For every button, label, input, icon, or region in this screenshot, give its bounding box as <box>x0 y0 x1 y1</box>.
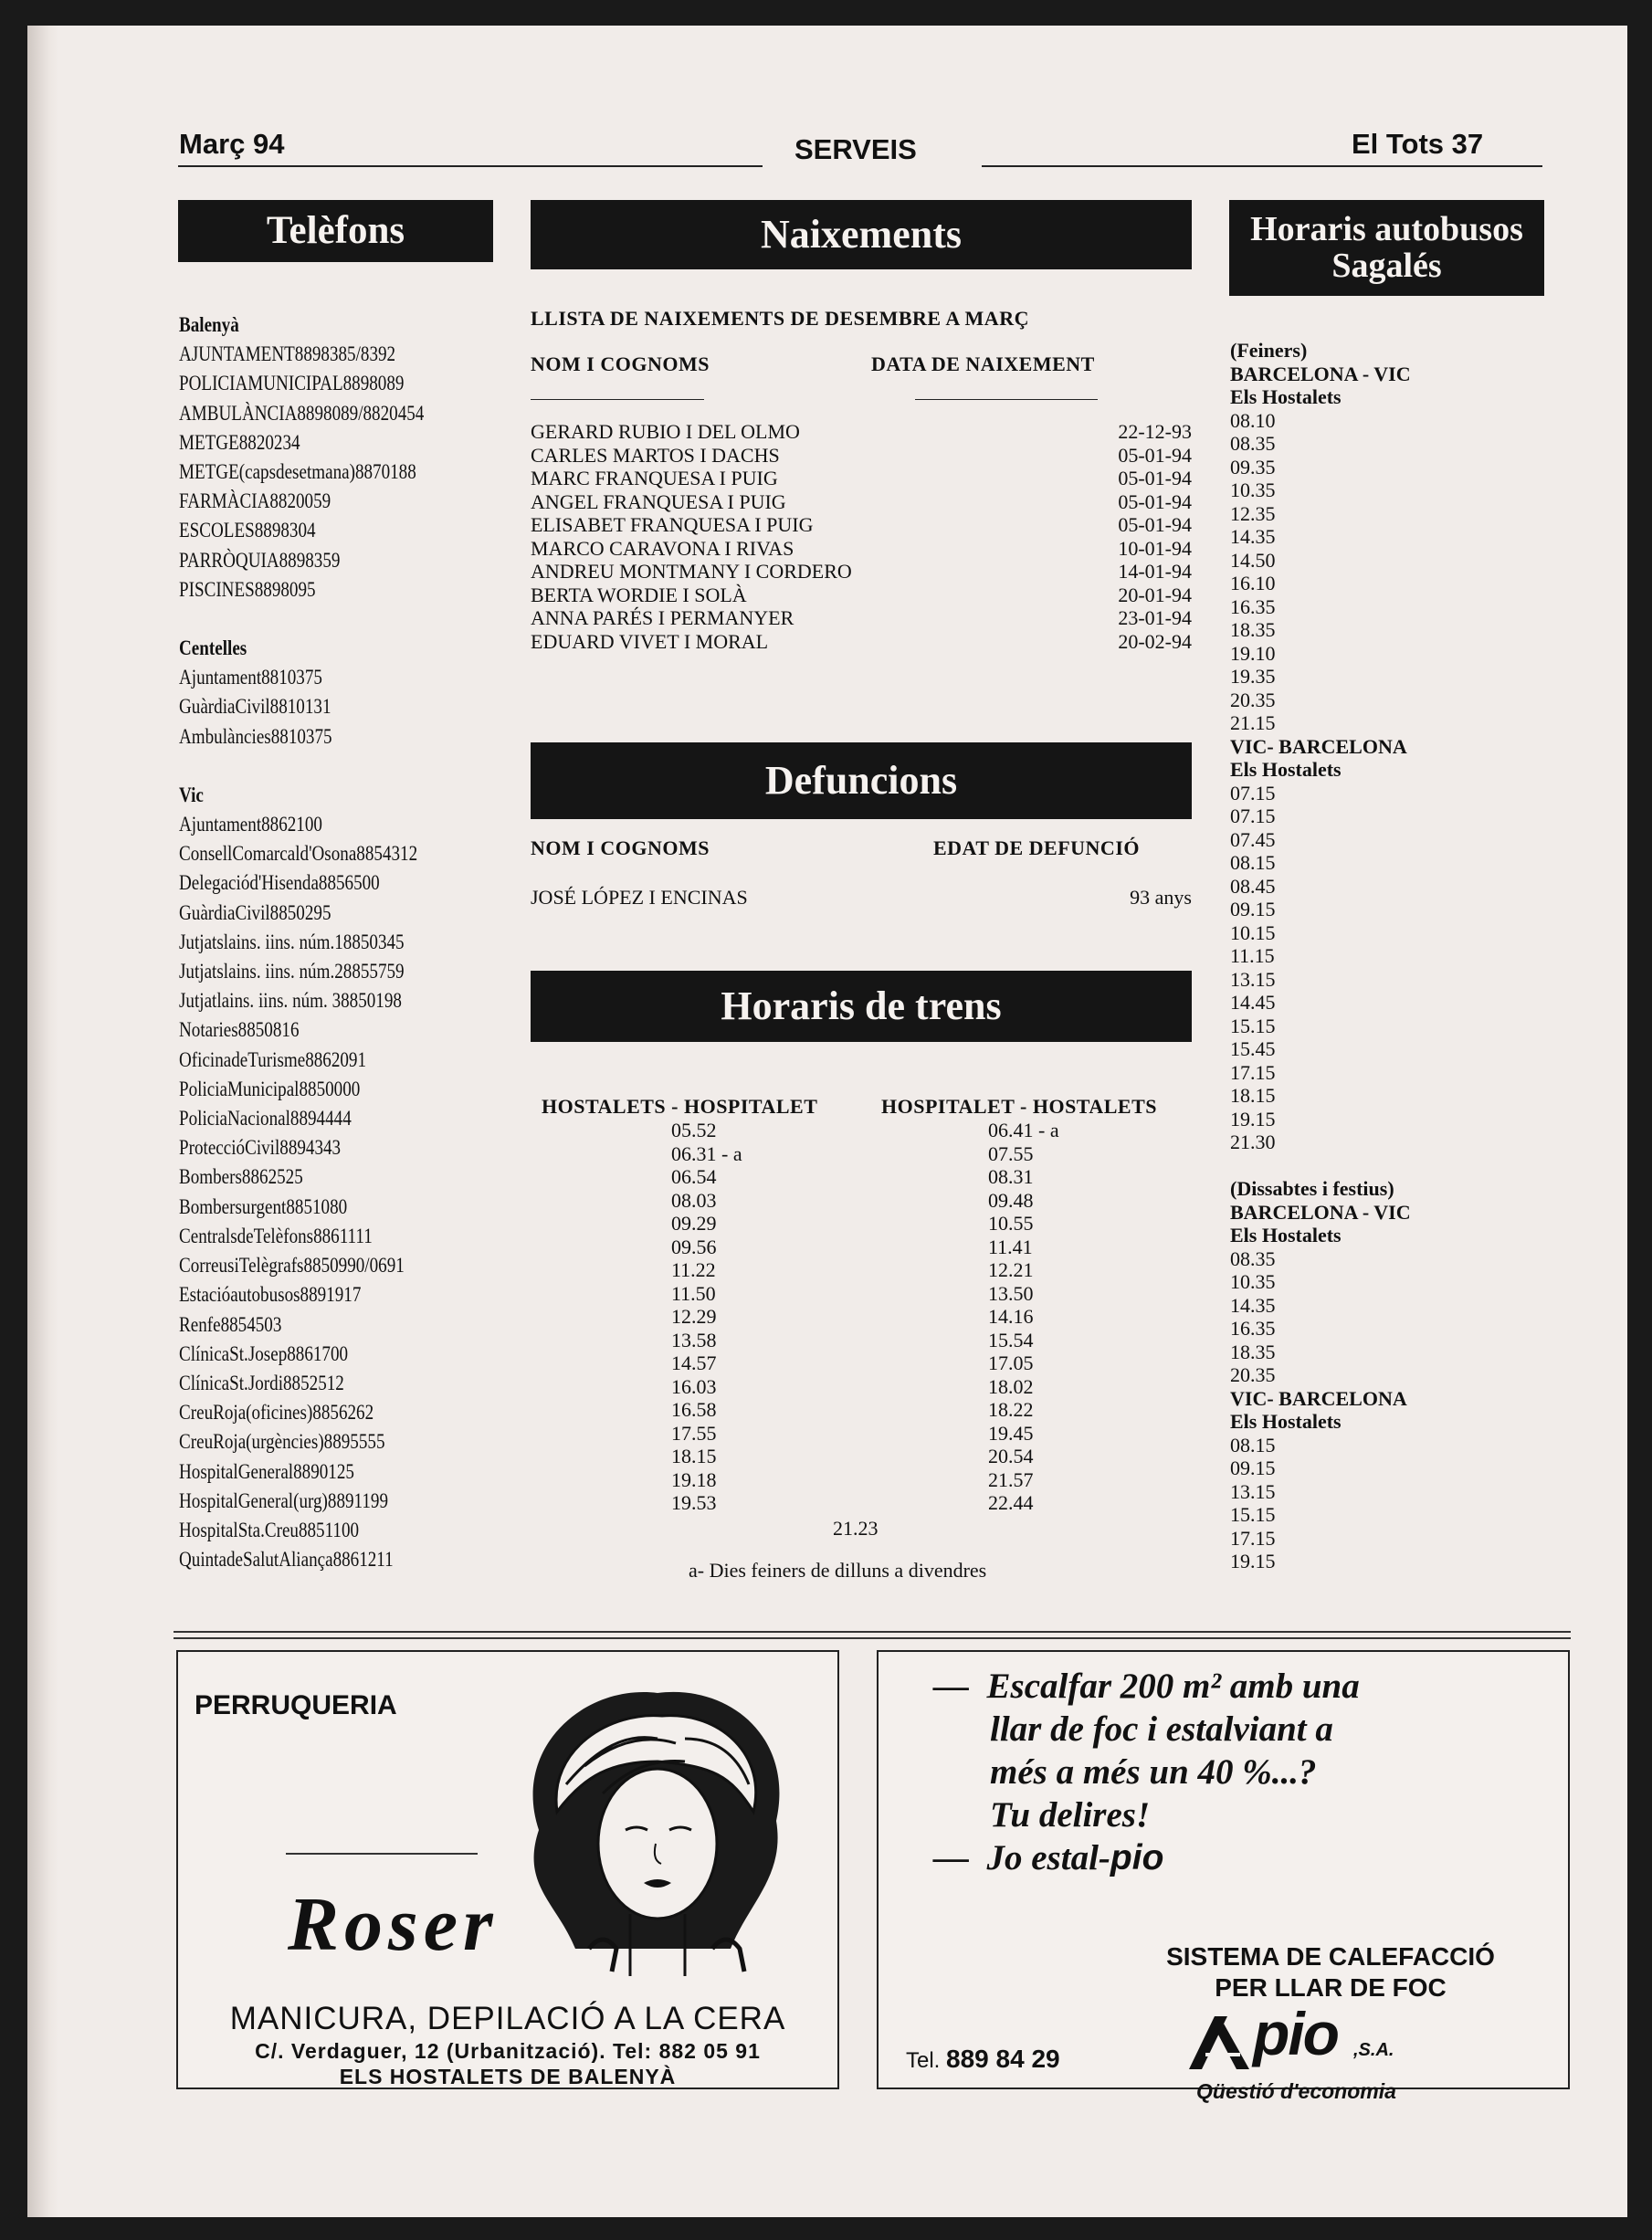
birth-date: 05-01-94 <box>1118 443 1192 467</box>
bus-time: 18.15 <box>1230 1084 1276 1107</box>
train-time: 09.48 <box>988 1188 1034 1212</box>
ad-roser-town: ELS HOSTALETS DE BALENYÀ <box>339 2065 677 2088</box>
bus-time: 17.15 <box>1230 1060 1276 1084</box>
bus-time: 07.45 <box>1230 827 1276 851</box>
naixements-date-underline <box>915 399 1098 400</box>
phone-entry: HospitalGeneral(urg)8891199 <box>179 1488 389 1512</box>
bus-time: 08.35 <box>1230 432 1276 455</box>
train-time: 11.41 <box>988 1235 1033 1258</box>
bus-time: 20.35 <box>1230 688 1276 711</box>
bus-time: 16.10 <box>1230 572 1276 594</box>
phone-entry: POLICIAMUNICIPAL8898089 <box>179 372 405 395</box>
phone-entry: Estacióautobusos8891917 <box>179 1283 362 1307</box>
birth-name: EDUARD VIVET I MORAL <box>531 629 769 653</box>
ad-pio-line4: Tu delires! <box>990 1795 1151 1835</box>
ad-pio-dash-2: — <box>933 1838 969 1877</box>
phone-entry: ProteccióCivil8894343 <box>179 1136 342 1160</box>
phone-entry: ClínicaSt.Jordi8852512 <box>179 1371 344 1394</box>
bus-time: 07.15 <box>1230 805 1276 827</box>
telefons-title: Telèfons <box>266 209 405 253</box>
bus-time: 08.45 <box>1230 874 1276 898</box>
bus-spacer <box>1230 1154 1411 1178</box>
autobusos-title-line2: Sagalés <box>1331 246 1442 285</box>
train-time: 19.18 <box>671 1467 717 1491</box>
phone-group-heading: Centelles <box>179 636 247 660</box>
trens-col2-times <box>988 1119 1059 1515</box>
birth-name: ELISABET FRANQUESA I PUIG <box>531 513 814 536</box>
bus-time: 08.15 <box>1230 1433 1276 1457</box>
train-time: 09.56 <box>671 1235 717 1258</box>
birth-name: ANGEL FRANQUESA I PUIG <box>531 489 786 513</box>
bus-time: 19.15 <box>1230 1550 1276 1572</box>
train-time: 18.15 <box>671 1445 717 1467</box>
train-time: 17.05 <box>988 1351 1034 1374</box>
trens-col1-title: HOSTALETS - HOSPITALET <box>542 1095 818 1118</box>
train-time: 21.57 <box>988 1467 1034 1491</box>
phone-entry: QuintadeSalutAliança8861211 <box>179 1548 394 1572</box>
phone-entry: CreuRoja(oficines)8856262 <box>179 1401 374 1425</box>
train-time: 06.31 - a <box>671 1141 742 1165</box>
phone-entry: Renfe8854503 <box>179 1312 282 1336</box>
phone-entry: ClínicaSt.Josep8861700 <box>179 1341 349 1365</box>
train-time: 18.22 <box>988 1398 1034 1421</box>
death-row <box>531 886 1192 910</box>
phone-entry: METGE8820234 <box>179 430 300 454</box>
naixements-name-underline <box>531 399 704 400</box>
naixements-list <box>531 420 1192 653</box>
naixements-title: Naixements <box>761 211 962 257</box>
bus-time: 12.35 <box>1230 501 1276 525</box>
bus-time: 13.15 <box>1230 967 1276 991</box>
train-time: 16.03 <box>671 1374 717 1398</box>
ad-roser-line <box>286 1853 478 1855</box>
birth-name: MARC FRANQUESA I PUIG <box>531 467 778 489</box>
bus-time: 08.10 <box>1230 408 1276 432</box>
naixements-subtitle: LLISTA DE NAIXEMENTS DE DESEMBRE A MARÇ <box>531 307 1029 330</box>
trens-col2-title: HOSPITALET - HOSTALETS <box>881 1095 1157 1118</box>
birth-date: 10-01-94 <box>1118 536 1192 560</box>
birth-name: ANDREU MONTMANY I CORDERO <box>531 560 852 583</box>
birth-name: MARCO CARAVONA I RIVAS <box>531 536 794 560</box>
train-time: 07.55 <box>988 1141 1034 1165</box>
bus-time: 20.35 <box>1230 1363 1276 1386</box>
birth-name: CARLES MARTOS I DACHS <box>531 443 780 467</box>
bus-time: 15.15 <box>1230 1503 1276 1526</box>
ad-pio-tagline: Qüestió d'economia <box>1196 2079 1396 2103</box>
ad-pio-phone-number: 889 84 29 <box>946 2045 1060 2073</box>
bus-time: 21.30 <box>1230 1131 1276 1153</box>
trens-col1-times <box>671 1119 742 1515</box>
bus-time: 09.15 <box>1230 898 1276 920</box>
phone-entry: CorreusiTelègrafs8850990/0691 <box>179 1254 405 1278</box>
bus-stop: Els Hostalets <box>1230 1410 1342 1433</box>
phone-entry: FARMÀCIA8820059 <box>179 489 331 513</box>
phone-entry: GuàrdiaCivil8850295 <box>179 900 331 924</box>
phone-entry: Ajuntament8862100 <box>179 813 322 836</box>
autobusos-banner <box>1229 200 1544 296</box>
birth-row <box>531 490 1192 514</box>
defuncions-col-age: EDAT DE DEFUNCIÓ <box>933 836 1140 859</box>
birth-row <box>531 584 1192 607</box>
woman-portrait-illustration <box>502 1675 804 1976</box>
birth-row <box>531 537 1192 561</box>
bus-time: 14.35 <box>1230 525 1276 548</box>
birth-row <box>531 467 1192 490</box>
bus-time: 14.45 <box>1230 991 1276 1014</box>
birth-date: 22-12-93 <box>1118 420 1192 443</box>
naixements-col-name: NOM I COGNOMS <box>531 352 710 375</box>
header-page-number: El Tots 37 <box>1352 128 1484 160</box>
bus-time: 11.15 <box>1230 944 1275 967</box>
phone-entry: GuàrdiaCivil8810131 <box>179 695 331 719</box>
phone-entry: PoliciaNacional8894444 <box>179 1107 352 1131</box>
ad-roser-brand: Roser <box>288 1882 499 1967</box>
birth-date: 20-01-94 <box>1118 583 1192 606</box>
phone-entry: Ajuntament8810375 <box>179 666 322 689</box>
birth-date: 14-01-94 <box>1118 560 1192 583</box>
bus-time: 13.15 <box>1230 1479 1276 1503</box>
train-time: 20.54 <box>988 1445 1034 1467</box>
birth-name: GERARD RUBIO I DEL OLMO <box>531 420 800 443</box>
bus-time: 18.35 <box>1230 618 1276 641</box>
phone-entry: Jutjatlains. iins. núm. 38850198 <box>179 989 402 1013</box>
ad-pio-logo-suffix: ,S.A. <box>1353 2040 1394 2060</box>
birth-date: 05-01-94 <box>1118 513 1192 536</box>
ad-pio-system-line1: SISTEMA DE CALEFACCIÓ <box>1166 1942 1495 1971</box>
bus-route: BARCELONA - VIC <box>1230 1200 1411 1224</box>
header-section: SERVEIS <box>794 133 917 165</box>
train-time: 17.55 <box>671 1421 717 1445</box>
ad-pio-line2: llar de foc i estalviant a <box>990 1709 1333 1749</box>
header-rule-right <box>982 165 1542 167</box>
ad-roser-title: PERRUQUERIA <box>195 1690 397 1720</box>
birth-row <box>531 513 1192 537</box>
naixements-col-date: DATA DE NAIXEMENT <box>871 352 1095 375</box>
birth-row <box>531 444 1192 468</box>
bus-stop: Els Hostalets <box>1230 385 1342 408</box>
defuncions-title: Defuncions <box>764 757 958 803</box>
birth-date: 20-02-94 <box>1118 629 1192 653</box>
train-time: 22.44 <box>988 1491 1034 1514</box>
bus-time: 07.15 <box>1230 781 1276 805</box>
phone-entry: Bombers8862525 <box>179 1165 303 1189</box>
phone-entry: PoliciaMunicipal8850000 <box>179 1077 361 1100</box>
birth-row <box>531 630 1192 654</box>
phone-entry: Ambulàncies8810375 <box>179 724 332 748</box>
ad-pio-line1: Escalfar 200 m² amb una <box>986 1667 1360 1706</box>
ads-separator-bottom <box>174 1637 1571 1639</box>
train-time: 16.58 <box>671 1398 717 1421</box>
birth-date: 05-01-94 <box>1118 467 1192 489</box>
birth-row <box>531 420 1192 444</box>
phone-entry: ConsellComarcald'Osona8854312 <box>179 842 418 866</box>
train-time: 19.53 <box>671 1491 717 1514</box>
ad-pio-system-line2: PER LLAR DE FOC <box>1215 1973 1447 2002</box>
train-time: 11.50 <box>671 1281 716 1305</box>
bus-time: 18.35 <box>1230 1340 1276 1363</box>
phone-entry: Jutjatslains. iins. núm.28855759 <box>179 960 405 983</box>
phone-entry: HospitalGeneral8890125 <box>179 1459 354 1483</box>
train-time: 08.03 <box>671 1188 717 1212</box>
phone-directory <box>179 310 424 1574</box>
bus-time: 10.35 <box>1230 1270 1276 1293</box>
death-age: 93 anys <box>1130 886 1192 909</box>
bus-stop: Els Hostalets <box>1230 1224 1342 1246</box>
train-time: 11.22 <box>671 1258 716 1281</box>
bus-time: 19.15 <box>1230 1107 1276 1131</box>
bus-time: 16.35 <box>1230 1317 1276 1340</box>
defuncions-list <box>531 886 1192 910</box>
phone-group-heading: Balenyà <box>179 313 239 336</box>
ad-pio-line3: més a més un 40 %...? <box>990 1752 1317 1792</box>
pio-logo-mark-icon <box>1187 2014 1251 2071</box>
phone-entry: PISCINES8898095 <box>179 577 316 601</box>
bus-time: 09.15 <box>1230 1457 1276 1479</box>
ad-roser-address: C/. Verdaguer, 12 (Urbanització). Tel: 882 05 91 <box>255 2039 761 2063</box>
bus-period: (Feiners) <box>1230 339 1308 362</box>
birth-row <box>531 560 1192 584</box>
train-time: 08.31 <box>988 1165 1034 1188</box>
phone-entry: Bombersurgent8851080 <box>179 1194 348 1218</box>
ad-perruqueria-roser <box>176 1650 839 2089</box>
birth-date: 05-01-94 <box>1118 489 1192 513</box>
ad-pio-slogan-block <box>933 1665 1360 1879</box>
train-time: 19.45 <box>988 1421 1034 1445</box>
defuncions-col-name: NOM I COGNOMS <box>531 836 710 859</box>
defuncions-banner <box>531 742 1192 819</box>
bus-time: 08.35 <box>1230 1246 1276 1270</box>
phone-group-heading: Vic <box>179 783 204 806</box>
ad-pio-phone <box>906 2045 1060 2074</box>
bus-time: 15.45 <box>1230 1037 1276 1060</box>
phone-entry: Jutjatslains. iins. núm.18850345 <box>179 930 405 953</box>
trens-note: a- Dies feiners de dilluns a divendres <box>689 1559 987 1582</box>
birth-name: BERTA WORDIE I SOLÀ <box>531 583 747 606</box>
page-spine-shadow <box>27 26 58 2217</box>
phone-entry: CentralsdeTelèfons8861111 <box>179 1224 373 1247</box>
bus-time: 17.15 <box>1230 1526 1276 1550</box>
bus-time: 21.15 <box>1230 711 1276 734</box>
trens-extra-time: 21.23 <box>833 1517 879 1540</box>
train-time: 13.58 <box>671 1328 717 1351</box>
train-time: 06.54 <box>671 1165 717 1188</box>
ads-separator-top <box>174 1631 1571 1633</box>
phone-entry: METGE(capsdesetmana)8870188 <box>179 460 416 484</box>
bus-route: BARCELONA - VIC <box>1230 362 1411 385</box>
bus-time: 16.35 <box>1230 594 1276 618</box>
train-time: 13.50 <box>988 1281 1034 1305</box>
bus-schedule <box>1230 339 1411 1573</box>
bus-stop: Els Hostalets <box>1230 758 1342 781</box>
phone-entry: ESCOLES8898304 <box>179 519 316 542</box>
bus-time: 08.15 <box>1230 851 1276 874</box>
telefons-banner <box>178 200 493 262</box>
train-time: 14.16 <box>988 1305 1034 1328</box>
phone-entry: Delegaciód'Hisenda8856500 <box>179 871 380 895</box>
phone-entry: HospitalSta.Creu8851100 <box>179 1518 360 1541</box>
naixements-banner <box>531 200 1192 269</box>
train-time: 18.02 <box>988 1374 1034 1398</box>
train-time: 09.29 <box>671 1212 717 1235</box>
train-time: 12.21 <box>988 1258 1034 1281</box>
train-time: 10.55 <box>988 1212 1034 1235</box>
bus-time: 19.10 <box>1230 641 1276 665</box>
train-time: 15.54 <box>988 1328 1034 1351</box>
autobusos-title-line1: Horaris autobusos <box>1250 209 1523 248</box>
trens-title: Horaris de trens <box>721 983 1002 1028</box>
trens-banner <box>531 971 1192 1042</box>
death-name: JOSÉ LÓPEZ I ENCINAS <box>531 886 748 909</box>
ad-pio <box>877 1650 1570 2103</box>
phone-entry: OficinadeTurisme8862091 <box>179 1047 367 1071</box>
birth-row <box>531 606 1192 630</box>
train-time: 05.52 <box>671 1119 717 1141</box>
header-rule-left <box>178 165 763 167</box>
phone-entry: Notaries8850816 <box>179 1018 300 1042</box>
bus-time: 09.35 <box>1230 455 1276 478</box>
magazine-page <box>27 26 1627 2217</box>
bus-time: 14.50 <box>1230 548 1276 572</box>
bus-time: 10.15 <box>1230 920 1276 944</box>
phone-entry: CreuRoja(urgències)8895555 <box>179 1430 385 1454</box>
train-time: 12.29 <box>671 1305 717 1328</box>
phone-entry: AJUNTAMENT8898385/8392 <box>179 342 396 366</box>
ad-pio-line5-brand: pio <box>1110 1838 1164 1877</box>
bus-time: 14.35 <box>1230 1293 1276 1317</box>
train-time: 06.41 - a <box>988 1119 1059 1141</box>
bus-time: 19.35 <box>1230 665 1276 688</box>
bus-time: 15.15 <box>1230 1014 1276 1037</box>
train-time: 14.57 <box>671 1351 717 1374</box>
ad-pio-logo-text: pio <box>1253 2000 1338 2067</box>
bus-period: (Dissabtes i festius) <box>1230 1177 1394 1200</box>
bus-time: 10.35 <box>1230 478 1276 501</box>
ad-pio-line5: Jo estal- <box>986 1838 1110 1877</box>
phone-entry: PARRÒQUIA8898359 <box>179 548 341 572</box>
bus-route: VIC- BARCELONA <box>1230 734 1407 758</box>
ad-pio-dash-1: — <box>933 1667 969 1706</box>
ad-roser-services: MANICURA, DEPILACIÓ A LA CERA <box>229 2001 786 2036</box>
header-date: Març 94 <box>179 128 285 160</box>
ad-pio-phone-label: Tel. <box>906 2048 941 2073</box>
birth-date: 23-01-94 <box>1118 606 1192 629</box>
birth-name: ANNA PARÉS I PERMANYER <box>531 606 794 629</box>
bus-route: VIC- BARCELONA <box>1230 1386 1407 1410</box>
phone-entry: AMBULÀNCIA8898089/8820454 <box>179 401 425 425</box>
